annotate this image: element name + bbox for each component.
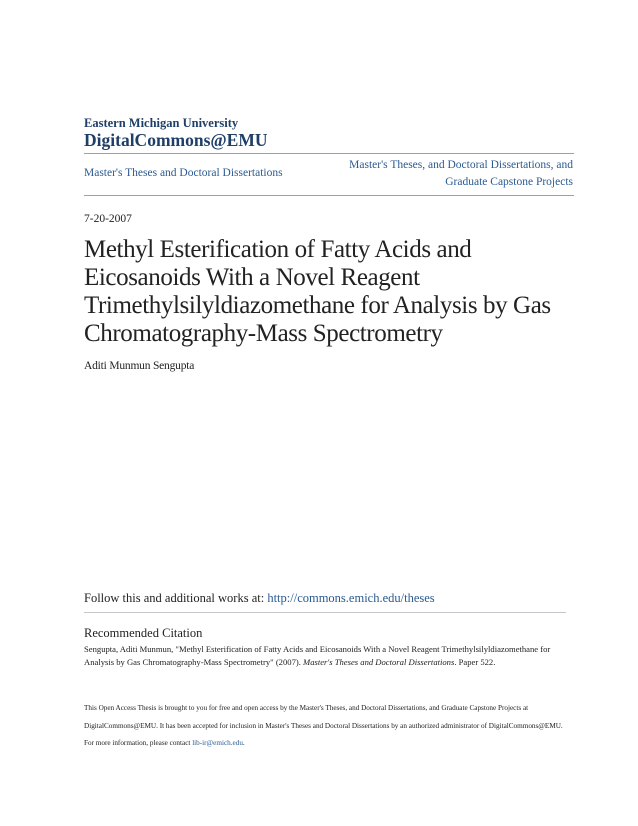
collection-link[interactable]: Master's Theses and Doctoral Dissertations <box>84 167 283 179</box>
citation-text <box>84 643 562 669</box>
follow-line <box>84 591 435 606</box>
follow-label: Follow this and additional works at: <box>84 591 265 605</box>
author-name: Aditi Munmun Sengupta <box>84 360 195 372</box>
collection-divider <box>84 195 574 196</box>
repository-name[interactable]: DigitalCommons@EMU <box>84 130 268 150</box>
contact-email-link[interactable]: lib-ir@emich.edu <box>192 739 243 747</box>
notice-end: . <box>242 739 245 747</box>
parent-collection-line1[interactable]: Master's Theses, and Doctoral Dissertations, and <box>349 159 573 171</box>
theses-link[interactable]: http://commons.emich.edu/theses <box>267 591 435 605</box>
citation-heading: Recommended Citation <box>84 626 203 640</box>
publication-date: 7-20-2007 <box>84 213 132 225</box>
open-access-notice <box>84 700 564 753</box>
document-title: Methyl Esterification of Fatty Acids and Eicosanoids With a Novel Reagent Trimethylsilyldiazomethane for Analysis by Gas Chromatography-Mass Spectrometry <box>84 236 551 347</box>
citation-end: . Paper 522. <box>454 657 496 667</box>
parent-collection-link[interactable] <box>300 157 573 191</box>
citation-main: Sengupta, Aditi Munmun, "Methyl Esterification of Fatty Acids and Eicosanoids With a Novel Reagent Trimethylsilyldiazomethane for Analysis by Gas Chromatography-Mass Spectrometry" (2007). <box>84 644 551 667</box>
university-name: Eastern Michigan University <box>84 116 239 130</box>
notice-text: This Open Access Thesis is brought to you for free and open access by the Master's Theses, and Doctoral Dissertations, and Graduate Capstone Projects at DigitalCommons@EMU. It has been accepted for inclusion in Master's Theses and Doctoral Dissertations by an authorized administrator of DigitalCommons@EMU. For more information, please contact <box>84 704 563 747</box>
parent-collection-line2[interactable]: Graduate Capstone Projects <box>445 176 573 188</box>
follow-divider <box>84 612 566 613</box>
header-divider <box>84 153 574 154</box>
citation-series: Master's Theses and Doctoral Dissertations <box>303 657 455 667</box>
